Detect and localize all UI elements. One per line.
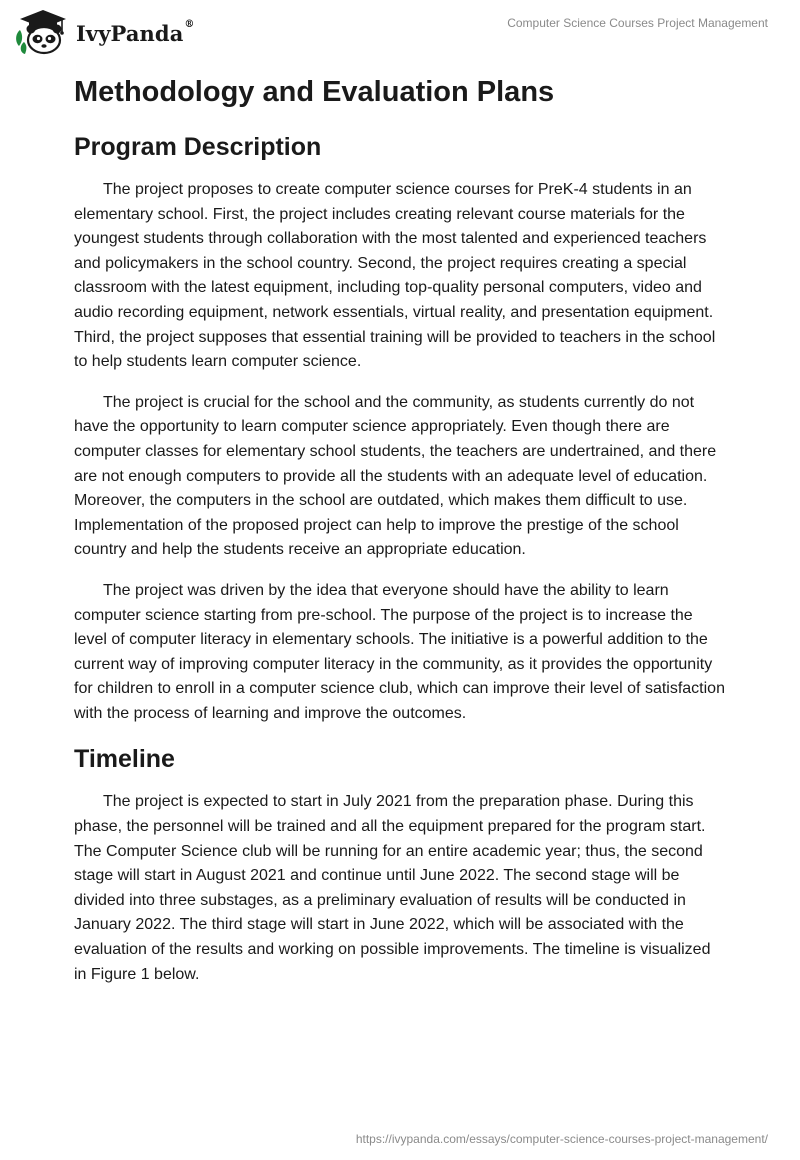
brand-name: IvyPanda® (76, 18, 195, 46)
paragraph: The project proposes to create computer science courses for PreK-4 students in an elementary school. First, the project includes creating relevant course materials for the youngest students through collaboration with the most talented and experienced teachers and policymakers in the school country. Second, the project requires creating a special classroom with the latest equipment, including top-quality personal computers, video and audio recording equipment, network essentials, virtual reality, and presentation equipment. Third, the project supposes that essential training will be provided to teachers in the school to help students learn computer science. (74, 181, 716, 371)
section-heading-timeline: Timeline (74, 745, 175, 774)
paragraph: The project was driven by the idea that everyone should have the ability to learn computer science starting from pre-school. The purpose of the project is to increase the level of computer literacy in elementary schools. The initiative is a powerful addition to the current way of improving computer literacy in the community, as it provides the opportunity for children to enroll in a computer science club, which can improve their level of satisfaction with the process of learning and improve the outcomes. (74, 581, 725, 722)
section-heading-program-description: Program Description (74, 133, 322, 161)
paragraph: The project is crucial for the school and the community, as students currently do not have the opportunity to learn computer science appropriately. Even though there are computer classes for elementary school students, the teachers are undertrained, and there are not enough computers to provide all the students with an adequate level of education. Moreover, the computers in the school are outdated, which makes them difficult to use. Implementation of the proposed project can help to improve the prestige of the school country and help the students receive an appropriate education. (74, 393, 717, 559)
paragraph: The project is expected to start in July 2021 from the preparation phase. During this phase, the personnel will be trained and all the equipment prepared for the program start. The Computer Science club will be running for an entire academic year; thus, the second stage will start in August 2021 and continue until June 2022. The second stage will be divided into three substages, as a preliminary evaluation of results will be conducted in January 2022. The third stage will start in June 2022, which will be associated with the evaluation of the results and working on possible improvements. The timeline is visualized in Figure 1 below. (74, 793, 711, 983)
page-header (0, 0, 800, 70)
ivypanda-logo[interactable] (14, 8, 195, 56)
source-url[interactable]: https://ivypanda.com/essays/computer-science-courses-project-management/ (355, 1132, 768, 1146)
registered-mark: ® (184, 18, 195, 30)
page-title: Methodology and Evaluation Plans (74, 76, 555, 108)
document-title: Computer Science Courses Project Management (507, 16, 768, 30)
panda-graduation-cap-icon (14, 8, 72, 56)
article-content (74, 72, 726, 1003)
